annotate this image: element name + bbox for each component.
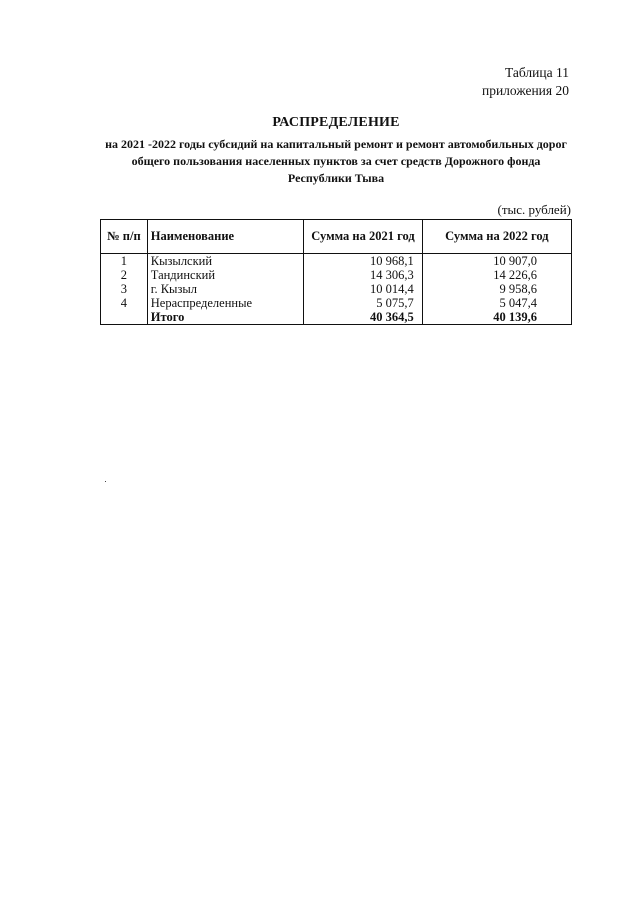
row-sum-2022: 10 907,0 (422, 254, 571, 269)
row-sum-2021: 10 968,1 (304, 254, 422, 269)
header-name: Наименование (147, 220, 304, 254)
row-name: Нераспределенные (147, 296, 304, 310)
row-number: 2 (101, 268, 148, 282)
row-name: Тандинский (147, 268, 304, 282)
row-sum-2022: 9 958,6 (422, 282, 571, 296)
scan-speck (105, 481, 106, 482)
table-row (101, 254, 572, 269)
units-label: (тыс. рублей) (497, 202, 571, 217)
row-name: г. Кызыл (147, 282, 304, 296)
header-number: № п/п (101, 220, 148, 254)
row-number: 1 (101, 254, 148, 269)
row-number: 4 (101, 296, 148, 310)
row-sum-2021: 14 306,3 (304, 268, 422, 282)
row-sum-2021: 5 075,7 (304, 296, 422, 310)
document-subtitle (100, 136, 572, 187)
appendix-reference: приложения 20 (481, 83, 569, 98)
row-sum-2022: 14 226,6 (422, 268, 571, 282)
total-sum-2021: 40 364,5 (304, 310, 422, 325)
table-row (101, 268, 572, 282)
row-name: Кызылский (147, 254, 304, 269)
table-reference-number: Таблица 11 (505, 65, 569, 80)
subtitle-line-1: на 2021 -2022 годы субсидий на капитальный ремонт и ремонт автомобильных дорог (105, 137, 567, 151)
distribution-table (100, 219, 572, 325)
table-row (101, 296, 572, 310)
row-number: 3 (101, 282, 148, 296)
header-sum-2022: Сумма на 2022 год (422, 220, 571, 254)
row-sum-2022: 5 047,4 (422, 296, 571, 310)
total-number (101, 310, 148, 325)
subtitle-line-2: общего пользования населенных пунктов за счет средств Дорожного фонда (131, 154, 541, 168)
header-sum-2021: Сумма на 2021 год (304, 220, 422, 254)
total-sum-2022: 40 139,6 (422, 310, 571, 325)
document-title: РАСПРЕДЕЛЕНИЕ (272, 115, 400, 130)
total-label: Итого (147, 310, 304, 325)
table-row (101, 282, 572, 296)
table-total-row (101, 310, 572, 325)
row-sum-2021: 10 014,4 (304, 282, 422, 296)
subtitle-line-3: Республики Тыва (287, 171, 385, 185)
table-header-row (101, 220, 572, 254)
